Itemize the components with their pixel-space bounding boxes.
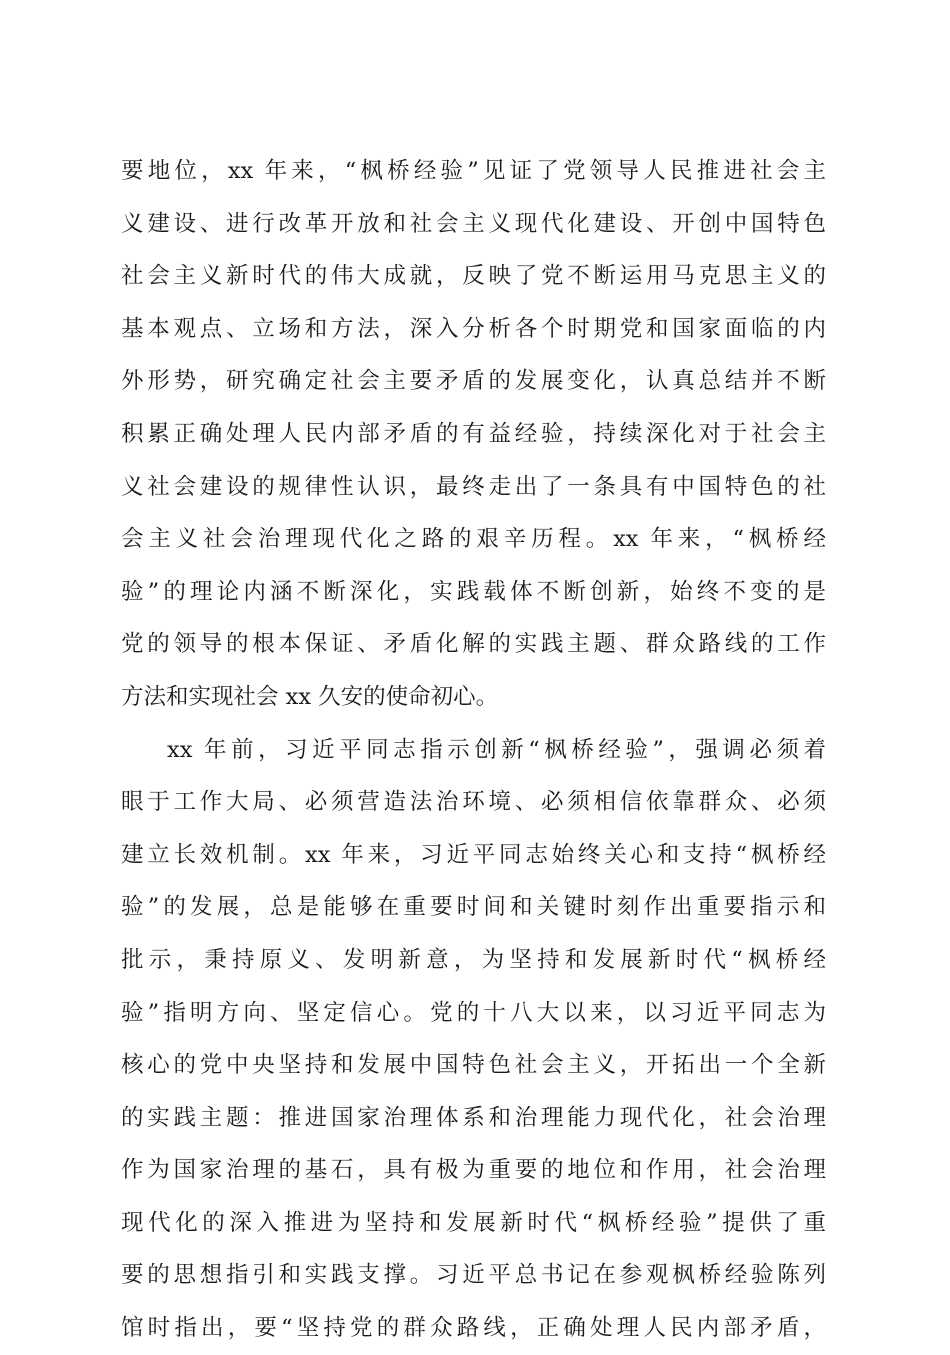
text-line: 基本观点、立场和方法，深入分析各个时期党和国家面临的内 (121, 315, 826, 342)
text-line: 核心的党中央坚持和发展中国特色社会主义，开拓出一个全新 (121, 1052, 826, 1079)
text-line: 验”的理论内涵不断深化，实践载体不断创新，始终不变的是 (121, 578, 826, 605)
text-line: 要地位，xx 年来，“枫桥经验”见证了党领导人民推进社会主 (121, 158, 826, 184)
paragraph-first-line: xx 年前，习近平同志指示创新“枫桥经验”，强调必须着 (167, 736, 826, 763)
text-line: 作为国家治理的基石，具有极为重要的地位和作用，社会治理 (121, 1157, 826, 1184)
text-line: 会主义社会治理现代化之路的艰辛历程。xx 年来，“枫桥经 (121, 526, 826, 553)
text-line: 方法和实现社会 xx 久安的使命初心。 (121, 683, 499, 710)
text-line: 批示，秉持原义、发明新意，为坚持和发展新时代“枫桥经 (121, 946, 826, 973)
text-line: 外形势，研究确定社会主要矛盾的发展变化，认真总结并不断 (121, 368, 826, 395)
text-line: 的实践主题：推进国家治理体系和治理能力现代化，社会治理 (121, 1104, 826, 1131)
text-line: 积累正确处理人民内部矛盾的有益经验，持续深化对于社会主 (121, 420, 826, 447)
text-line: 现代化的深入推进为坚持和发展新时代“枫桥经验”提供了重 (121, 1209, 826, 1236)
document-body (121, 145, 826, 1355)
text-line: 眼于工作大局、必须营造法治环境、必须相信依靠群众、必须 (121, 789, 826, 816)
text-line: 要的思想指引和实践支撑。习近平总书记在参观枫桥经验陈列 (121, 1262, 826, 1289)
text-line: 党的领导的根本保证、矛盾化解的实践主题、群众路线的工作 (121, 631, 826, 658)
text-line: 建立长效机制。xx 年来，习近平同志始终关心和支持“枫桥经 (121, 841, 826, 868)
text-line: 义建设、进行改革开放和社会主义现代化建设、开创中国特色 (121, 210, 826, 237)
text-line: 验”指明方向、坚定信心。党的十八大以来，以习近平同志为 (121, 999, 826, 1026)
text-line: 馆时指出，要“坚持党的群众路线，正确处理人民内部矛盾， (121, 1315, 826, 1342)
text-line: 验”的发展，总是能够在重要时间和关键时刻作出重要指示和 (121, 894, 826, 921)
text-line: 义社会建设的规律性认识，最终走出了一条具有中国特色的社 (121, 473, 826, 500)
text-line: 社会主义新时代的伟大成就，反映了党不断运用马克思主义的 (121, 263, 826, 290)
